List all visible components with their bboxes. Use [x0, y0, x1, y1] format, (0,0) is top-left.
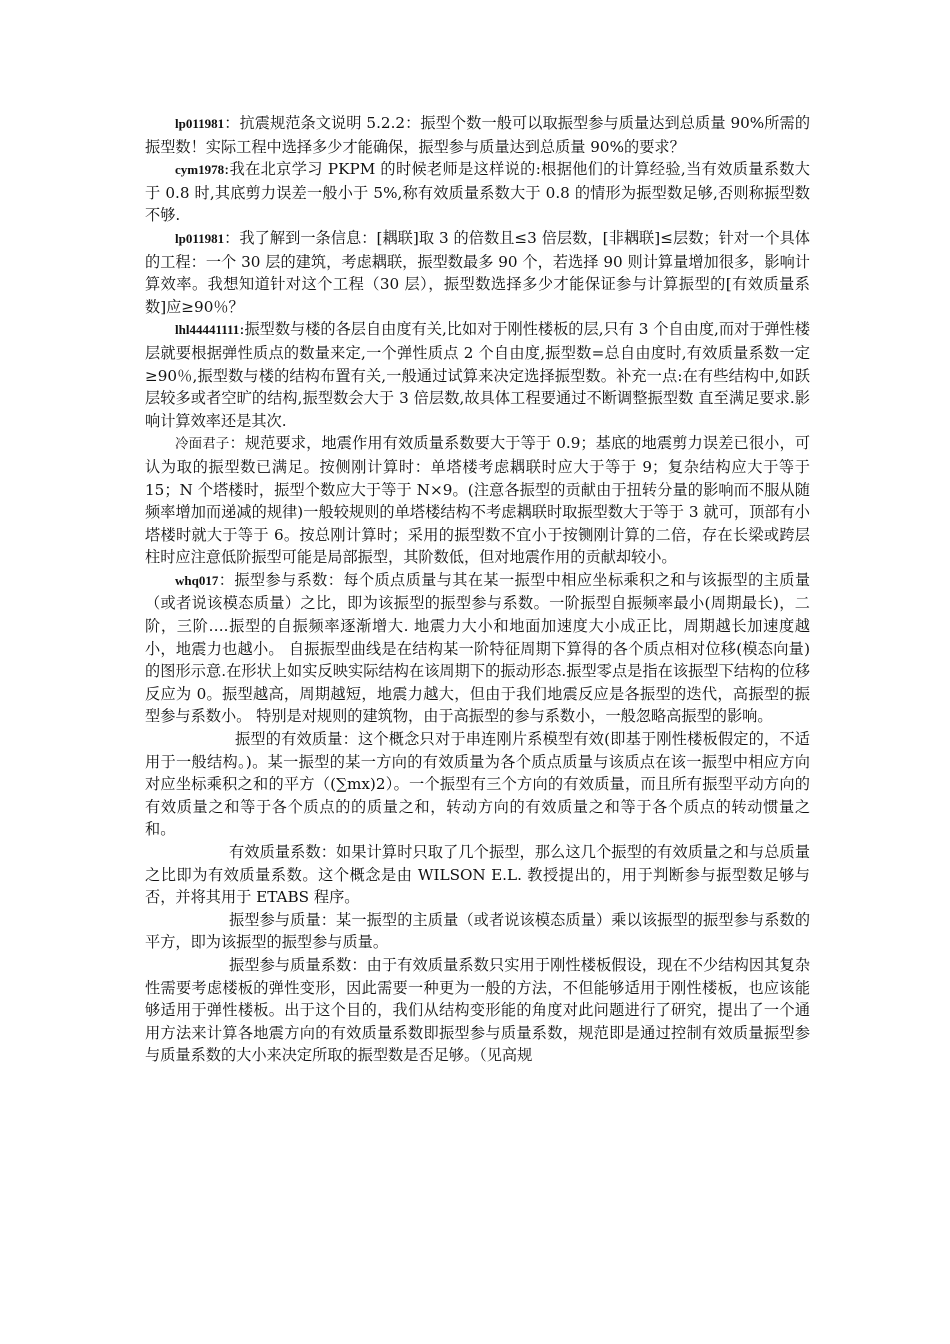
post-paragraph — [145, 432, 810, 569]
post-text: 抗震规范条文说明 5.2.2：振型个数一般可以取振型参与质量达到总质量 90%所需的振型数！实际工程中选择多少才能确保，振型参与质量达到总质量 90%的要求？ — [145, 114, 811, 156]
post-username: cym1978 — [175, 162, 225, 178]
definition-paragraph: 振型参与质量系数：由于有效质量系数只实用于刚性楼板假设，现在不少结构因其复杂性需要考虑楼板的弹性变形，因此需要一种更为一般的方法，不但能够适用于刚性楼板，也应该能够适用于弹性楼板。出于这个目的，我们从结构变形能的角度对此问题进行了研究，提出了一个通用方法来计算各地震方向的有效质量系数即振型参与质量系数，规范即是通过控制有效质量振型参与质量系数的大小来决定所取的振型数是否足够。（见高规 — [145, 955, 810, 1065]
post-separator: : — [224, 160, 230, 179]
document-page — [145, 112, 810, 1067]
definition-paragraph: 振型参与质量：某一振型的主质量（或者说该模态质量）乘以该振型的振型参与系数的平方，即为该振型的振型参与质量。 — [145, 910, 810, 952]
post-username: lp011981 — [175, 230, 225, 246]
post-username: lhl44441111 — [175, 322, 240, 338]
post-paragraph — [145, 112, 810, 158]
post-username: 冷面君子 — [175, 436, 230, 453]
post-separator: : — [239, 320, 245, 339]
definition-paragraph: 有效质量系数：如果计算时只取了几个振型，那么这几个振型的有效质量之和与总质量之比即为有效质量系数。这个概念是由 WILSON E.L. 教授提出的，用于判断参与振型数足够与否，并将其用于 ETABS 程序。 — [145, 843, 810, 907]
post-paragraph — [145, 569, 810, 728]
post-paragraph — [145, 158, 810, 227]
post-text: 我了解到一条信息：[耦联]取 3 的倍数且≤3 倍层数，[非耦联]≤层数；针对一个具体的工程：一个 30 层的建筑，考虑耦联，振型数最多 90 个，若选择 90 则计算量增加很多，影响计算效率。我想知道针对这个工程（30 层），振型数选择多少才能保证参与计算振型的[有效质量系数]应≥90％？ — [145, 228, 810, 316]
post-username: whq017 — [175, 572, 219, 588]
post-text: 我在北京学习 PKPM 的时候老师是这样说的:根据他们的计算经验,当有效质量系数大于 0.8 时,其底剪力误差一般小于 5%,称有效质量系数大于 0.8 的情形为振型数足够,否则称振型数不够. — [145, 160, 810, 225]
post-paragraph — [145, 318, 810, 432]
post-separator: ： — [218, 570, 235, 589]
definition-paragraph: 振型的有效质量：这个概念只对于串连刚片系模型有效(即基于刚性楼板假定的，不适用于一般结构。)。某一振型的某一方向的有效质量为各个质点质量与该质点在该一振型中相应方向对应坐标乘积之和的平方（(∑mx)2）。一个振型有三个方向的有效质量，而且所有振型平动方向的有效质量之和等于各个质点的的质量之和，转动方向的有效质量之和等于各个质点的转动惯量之和。 — [145, 730, 810, 839]
post-separator: ： — [229, 434, 245, 453]
post-paragraph — [145, 227, 810, 318]
post-text: 振型数与楼的各层自由度有关,比如对于刚性楼板的层,只有 3 个自由度,而对于弹性楼层就要根据弹性质点的数量来定,一个弹性质点 2 个自由度,振型数=总自由度时,有效质量系数一定≥90％,振型数与楼的结构布置有关,一般通过试算来决定选择振型数。补充一点:在有些结构中,如跃层较多或者空旷的结构,振型数会大于 3 倍层数,故具体工程要通过不断调整振型数 直至满足要求.影响计算效率还是其次. — [145, 320, 810, 430]
post-text: 规范要求，地震作用有效质量系数要大于等于 0.9；基底的地震剪力误差已很小，可认为取的振型数已满足。按侧刚计算时：单塔楼考虑耦联时应大于等于 9；复杂结构应大于等于 15；N 个塔楼时，振型个数应大于等于 N×9。(注意各振型的贡献由于扭转分量的影响而不服从随频率增加而递减的规律)一般较规则的单塔楼结构不考虑耦联时取振型数大于等于 3 就可，顶部有小塔楼时就大于等于 6。按总刚计算时；采用的振型数不宜小于按铡刚计算的二倍，存在长梁或跨层柱时应注意低阶振型可能是局部振型，其阶数低，但对地震作用的贡献却较小。 — [145, 434, 811, 567]
post-text: 振型参与系数：每个质点质量与其在某一振型中相应坐标乘积之和与该振型的主质量（或者说该模态质量）之比，即为该振型的振型参与系数。一阶振型自振频率最小(周期最长)，二阶，三阶….振型的自振频率逐渐增大. 地震力大小和地面加速度大小成正比，周期越长加速度越小，地震力也越小。 自振振型曲线是在结构某一阶特征周期下算得的各个质点相对位移(模态向量)的图形示意.在形状上如实反映实际结构在该周期下的振动形态.振型零点是指在该振型下结构的位移反应为 0。振型越高，周期越短，地震力越大，但由于我们地震反应是各振型的迭代，高振型的振型参与系数小。 特别是对规则的建筑物，由于高振型的参与系数小，一般忽略高振型的影响。 — [145, 570, 811, 726]
post-separator: ： — [224, 114, 240, 132]
post-username: lp011981 — [175, 116, 225, 131]
post-separator: ： — [224, 228, 240, 247]
